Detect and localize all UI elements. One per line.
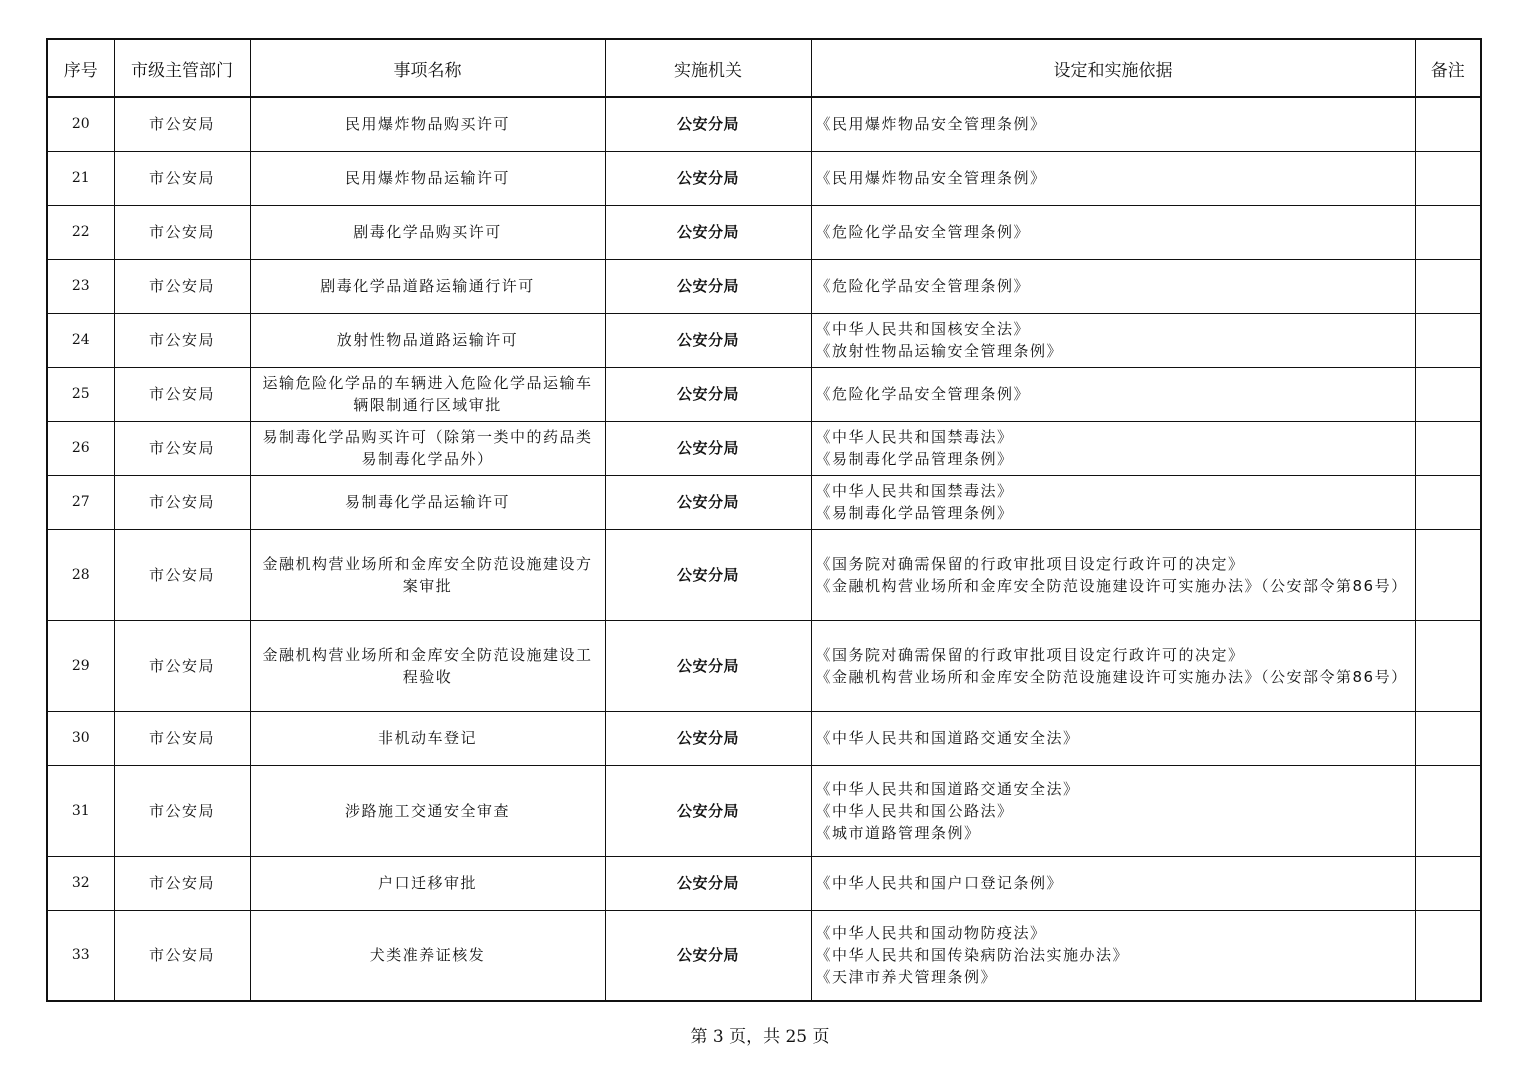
row-dept: 市公安局 (114, 97, 250, 151)
row-basis (811, 910, 1415, 1001)
table-row (47, 151, 1481, 205)
row-note (1415, 620, 1481, 711)
row-dept: 市公安局 (114, 313, 250, 367)
row-number: 21 (47, 151, 114, 205)
row-number: 26 (47, 421, 114, 475)
row-number: 20 (47, 97, 114, 151)
header-no: 序号 (47, 39, 114, 97)
basis-line: 《易制毒化学品管理条例》 (815, 450, 1014, 468)
basis-line: 《民用爆炸物品安全管理条例》 (815, 169, 1047, 187)
header-org: 实施机关 (605, 39, 811, 97)
row-note (1415, 529, 1481, 620)
row-basis (811, 711, 1415, 765)
row-dept: 市公安局 (114, 475, 250, 529)
basis-line: 《国务院对确需保留的行政审批项目设定行政许可的决定》 (815, 645, 1245, 664)
basis-line: 《天津市养犬管理条例》 (815, 968, 998, 987)
row-item-name: 民用爆炸物品运输许可 (250, 151, 605, 205)
row-number: 24 (47, 313, 114, 367)
basis-line: 《易制毒化学品管理条例》 (815, 504, 1014, 522)
row-org: 公安分局 (605, 313, 811, 367)
row-note (1415, 259, 1481, 313)
row-basis (811, 259, 1415, 313)
basis-line: 《放射性物品运输安全管理条例》 (815, 342, 1064, 360)
table-row (47, 765, 1481, 856)
row-org: 公安分局 (605, 367, 811, 421)
row-item-name: 金融机构营业场所和金库安全防范设施建设工程验收 (250, 620, 605, 711)
row-basis (811, 620, 1415, 711)
row-dept: 市公安局 (114, 529, 250, 620)
row-org: 公安分局 (605, 856, 811, 910)
row-note (1415, 205, 1481, 259)
row-org: 公安分局 (605, 421, 811, 475)
row-note (1415, 367, 1481, 421)
table-row (47, 205, 1481, 259)
table-row (47, 97, 1481, 151)
table-row (47, 313, 1481, 367)
table-row (47, 259, 1481, 313)
row-item-name: 运输危险化学品的车辆进入危险化学品运输车辆限制通行区域审批 (250, 367, 605, 421)
row-org: 公安分局 (605, 259, 811, 313)
row-number: 32 (47, 856, 114, 910)
row-note (1415, 313, 1481, 367)
basis-line: 《民用爆炸物品安全管理条例》 (815, 115, 1047, 134)
basis-line: 《危险化学品安全管理条例》 (815, 223, 1031, 241)
header-note: 备注 (1415, 39, 1481, 97)
basis-line: 《中华人民共和国禁毒法》 (815, 428, 1014, 446)
row-org: 公安分局 (605, 97, 811, 151)
row-note (1415, 856, 1481, 910)
basis-line: 《中华人民共和国核安全法》 (815, 320, 1031, 338)
row-number: 23 (47, 259, 114, 313)
table-row (47, 620, 1481, 711)
basis-line: 《中华人民共和国禁毒法》 (815, 482, 1014, 500)
table-header-row (47, 39, 1481, 97)
row-dept: 市公安局 (114, 421, 250, 475)
row-number: 28 (47, 529, 114, 620)
row-org: 公安分局 (605, 529, 811, 620)
row-basis (811, 475, 1415, 529)
row-basis (811, 856, 1415, 910)
row-dept: 市公安局 (114, 620, 250, 711)
row-number: 31 (47, 765, 114, 856)
row-org: 公安分局 (605, 151, 811, 205)
basis-line: 《金融机构营业场所和金库安全防范设施建设许可实施办法》（公安部令第86号） (815, 576, 1408, 595)
basis-line: 《危险化学品安全管理条例》 (815, 385, 1031, 403)
row-basis (811, 765, 1415, 856)
row-dept: 市公安局 (114, 205, 250, 259)
row-dept: 市公安局 (114, 765, 250, 856)
row-basis (811, 421, 1415, 475)
row-number: 27 (47, 475, 114, 529)
row-item-name: 放射性物品道路运输许可 (250, 313, 605, 367)
table-row (47, 421, 1481, 475)
row-org: 公安分局 (605, 620, 811, 711)
row-item-name: 金融机构营业场所和金库安全防范设施建设方案审批 (250, 529, 605, 620)
row-basis (811, 205, 1415, 259)
row-note (1415, 765, 1481, 856)
basis-line: 《中华人民共和国公路法》 (815, 801, 1014, 820)
row-number: 25 (47, 367, 114, 421)
basis-line: 《中华人民共和国户口登记条例》 (815, 874, 1064, 892)
table-body (47, 97, 1481, 1001)
row-item-name: 易制毒化学品购买许可（除第一类中的药品类易制毒化学品外） (250, 421, 605, 475)
table-row (47, 475, 1481, 529)
row-basis (811, 313, 1415, 367)
row-item-name: 非机动车登记 (250, 711, 605, 765)
row-basis (811, 151, 1415, 205)
row-dept: 市公安局 (114, 856, 250, 910)
table-row (47, 367, 1481, 421)
row-basis (811, 97, 1415, 151)
row-org: 公安分局 (605, 475, 811, 529)
basis-line: 《中华人民共和国传染病防治法实施办法》 (815, 946, 1130, 965)
row-item-name: 剧毒化学品购买许可 (250, 205, 605, 259)
row-number: 33 (47, 910, 114, 1001)
row-org: 公安分局 (605, 711, 811, 765)
row-dept: 市公安局 (114, 711, 250, 765)
row-dept: 市公安局 (114, 259, 250, 313)
row-note (1415, 910, 1481, 1001)
row-note (1415, 151, 1481, 205)
basis-line: 《国务院对确需保留的行政审批项目设定行政许可的决定》 (815, 554, 1245, 573)
row-note (1415, 97, 1481, 151)
header-basis: 设定和实施依据 (811, 39, 1415, 97)
row-org: 公安分局 (605, 205, 811, 259)
table-row (47, 711, 1481, 765)
page-footer: 第 3 页，共 25 页 (690, 1027, 830, 1047)
row-item-name: 民用爆炸物品购买许可 (250, 97, 605, 151)
row-number: 29 (47, 620, 114, 711)
header-name: 事项名称 (250, 39, 605, 97)
row-dept: 市公安局 (114, 910, 250, 1001)
row-item-name: 剧毒化学品道路运输通行许可 (250, 259, 605, 313)
row-basis (811, 367, 1415, 421)
row-basis (811, 529, 1415, 620)
row-dept: 市公安局 (114, 367, 250, 421)
basis-line: 《中华人民共和国动物防疫法》 (815, 924, 1047, 943)
row-org: 公安分局 (605, 765, 811, 856)
basis-line: 《中华人民共和国道路交通安全法》 (815, 779, 1080, 798)
table-row (47, 529, 1481, 620)
row-dept: 市公安局 (114, 151, 250, 205)
table-row (47, 910, 1481, 1001)
header-dept: 市级主管部门 (114, 39, 250, 97)
row-item-name: 户口迁移审批 (250, 856, 605, 910)
row-note (1415, 475, 1481, 529)
row-note (1415, 421, 1481, 475)
basis-line: 《中华人民共和国道路交通安全法》 (815, 729, 1080, 747)
basis-line: 《城市道路管理条例》 (815, 823, 981, 842)
basis-line: 《危险化学品安全管理条例》 (815, 277, 1031, 295)
row-note (1415, 711, 1481, 765)
row-number: 22 (47, 205, 114, 259)
row-org: 公安分局 (605, 910, 811, 1001)
basis-line: 《金融机构营业场所和金库安全防范设施建设许可实施办法》（公安部令第86号） (815, 667, 1408, 686)
permit-table (46, 38, 1482, 1002)
row-number: 30 (47, 711, 114, 765)
row-item-name: 易制毒化学品运输许可 (250, 475, 605, 529)
row-item-name: 犬类准养证核发 (250, 910, 605, 1001)
table-row (47, 856, 1481, 910)
row-item-name: 涉路施工交通安全审查 (250, 765, 605, 856)
